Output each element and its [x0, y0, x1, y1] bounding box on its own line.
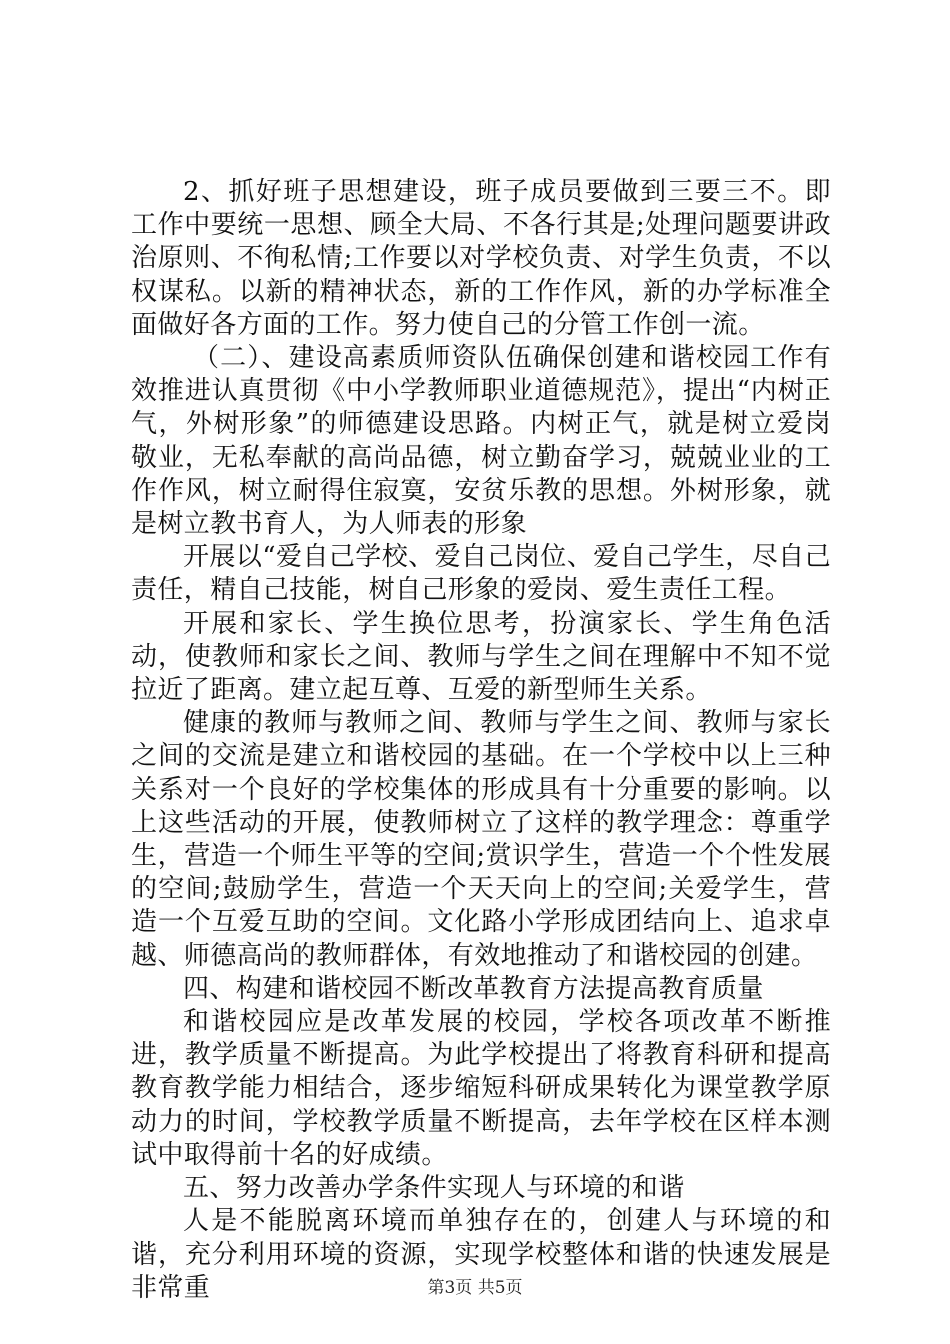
- section-heading-four: 四、构建和谐校园不断改革教育方法提高教育质量: [183, 973, 764, 1004]
- paragraph-role-swap: 开展和家长、学生换位思考，扮演家长、学生角色活动，使教师和家长之间、教师与学生之间在理解中不知不觉拉近了距离。建立起互尊、互爱的新型师生关系。: [131, 608, 831, 706]
- paragraph-teacher-quality: （二）、建设高素质师资队伍确保创建和谐校园工作有效推进认真贯彻《中小学教师职业道德规范》，提出“内树正气，外树形象”的师德建设思路。内树正气，就是树立爱岗敬业，无私奉献的高尚品德，树立勤奋学习，兢兢业业的工作作风，树立耐得住寂寞，安贫乐教的思想。外树形象，就是树立教书育人，为人师表的形象: [131, 343, 831, 540]
- page-footer: [0, 1277, 950, 1299]
- page-number: 第3页 共5页: [427, 1278, 523, 1298]
- section-heading-five: 五、努力改善办学条件实现人与环境的和谐: [183, 1173, 685, 1204]
- paragraph-love-campaign: 开展以“爱自己学校、爱自己岗位、爱自己学生，尽自己责任，精自己技能，树自己形象的爱岗、爱生责任工程。: [131, 542, 831, 606]
- paragraph-healthy-relations: 健康的教师与教师之间、教师与学生之间、教师与家长之间的交流是建立和谐校园的基础。在一个学校中以上三种关系对一个良好的学校集体的形成具有十分重要的影响。以上这些活动的开展，使教师树立了这样的教学理念：尊重学生，营造一个师生平等的空间;赏识学生，营造一个个性发展的空间;鼓励学生，营造一个天天向上的空间;关爱学生，营造一个互爱互助的空间。文化路小学形成团结向上、追求卓越、师德高尚的教师群体，有效地推动了和谐校园的创建。: [131, 708, 831, 971]
- paragraph-environment: 人是不能脱离环境而单独存在的，创建人与环境的和谐，充分利用环境的资源，实现学校整体和谐的快速发展是非常重: [131, 1206, 831, 1303]
- paragraph-team-building: 2、抓好班子思想建设，班子成员要做到三要三不。即工作中要统一思想、顾全大局、不各行其是;处理问题要讲政治原则、不徇私情;工作要以对学校负责、对学生负责，不以权谋私。以新的精神状态，新的工作作风，新的办学标准全面做好各方面的工作。努力使自己的分管工作创一流。: [131, 177, 831, 340]
- paragraph-reform: 和谐校园应是改革发展的校园，学校各项改革不断推进，教学质量不断提高。为此学校提出了将教育科研和提高教育教学能力相结合，逐步缩短科研成果转化为课堂教学原动力的时间，学校教学质量不断提高，去年学校在区样本测试中取得前十名的好成绩。: [131, 1007, 831, 1170]
- body-text: [131, 176, 831, 1305]
